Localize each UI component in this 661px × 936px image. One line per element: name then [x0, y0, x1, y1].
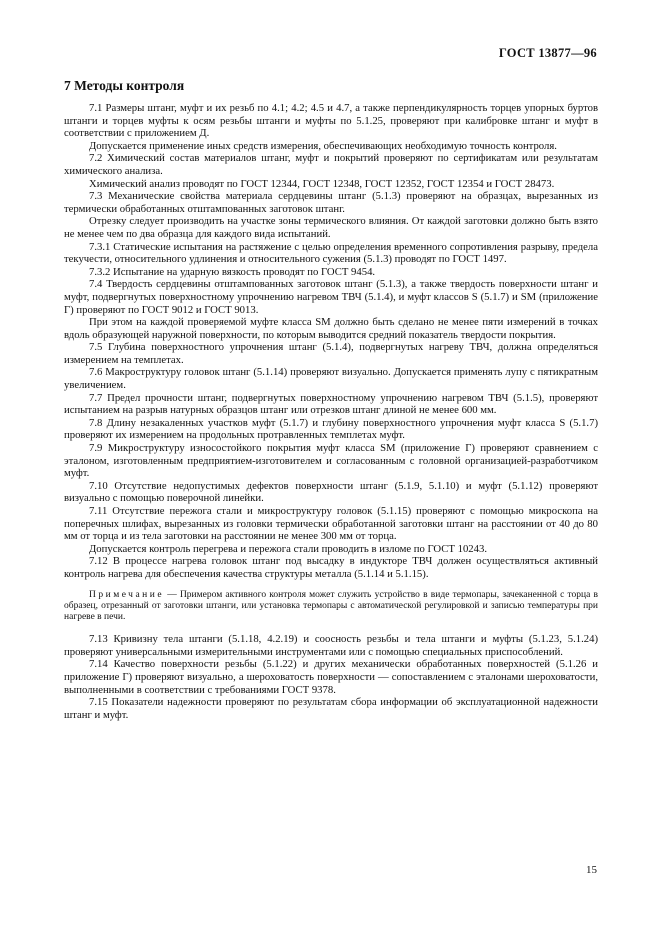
note-label: Примечание — [89, 589, 165, 600]
paragraph: Допускается применение иных средств измерения, обеспечивающих необходимую точность контроля. — [89, 139, 557, 152]
paragraph: При этом на каждой проверяемой муфте класса SM должно быть сделано не менее пяти измерений в точках вдоль образующей наружной поверхности, по которым выводится средний показатель твердости покрытия. — [64, 316, 598, 341]
paragraph-7-13: 7.13 Кривизну тела штанги (5.1.18, 4.2.19) и соосность резьбы и тела штанги и муфты (5.1.23, 5.1.24) проверяют универсальными измерительными инструментами или с помощью специальных приспособлений. — [64, 633, 598, 658]
paragraph-7-2: 7.2 Химический состав материалов штанг, муфт и покрытий проверяют по сертификатам или результатам химического анализа. — [64, 152, 598, 177]
section-title: 7 Методы контроля — [64, 78, 185, 93]
paragraph-7-6: 7.6 Макроструктуру головок штанг (5.1.14) проверяют визуально. Допускается применять лупу с пятикратным увеличением. — [64, 366, 598, 392]
paragraph-7-10: 7.10 Отсутствие недопустимых дефектов поверхности штанг (5.1.9, 5.1.10) и муфт (5.1.12) проверяют визуально с помощью поверочной линейки. — [64, 479, 598, 505]
paragraph-7-12: 7.12 В процессе нагрева головок штанг под высадку в индукторе ТВЧ должен осуществляться активный контроль нагрева для обеспечения качества структуры металла (5.1.14 и 5.1.15). — [64, 555, 598, 580]
note-text: — Примером активного контроля может служить устройство в виде термопары, зачеканенной с торца в образец, отрезанный от заготовки штанги, или установка термопары с автоматической регулировкой и записью температуры при нагреве в печи. — [64, 589, 598, 622]
paragraph-7-9: 7.9 Микроструктуру износостойкого покрытия муфт класса SM (приложение Г) проверяют сравнением с эталоном, изготовленным предприятием-изготовителем и согласованным с головной организацией-разработчиком муфт. — [64, 442, 598, 480]
paragraph-7-11: 7.11 Отсутствие пережога стали и микроструктуру головок (5.1.15) проверяют с помощью микроскопа на поперечных шлифах, вырезанных из головки термически обработанной заготовки штанг на расстоянии от 40 до 80 мм от торца и из тела заготовки на расстоянии не менее 300 мм от торца. — [64, 505, 598, 543]
paragraph-7-7: 7.7 Предел прочности штанг, подвергнутых поверхностному упрочнению нагревом ТВЧ (5.1.5), проверяют испытанием на разрыв натурных образцов штанг или отрезков штанг длиной не менее 600 мм. — [64, 391, 598, 417]
section-body — [64, 102, 598, 721]
paragraph-7-5: 7.5 Глубина поверхностного упрочнения штанг (5.1.4), подвергнутых нагреву ТВЧ, должна определяться измерением на темплетах. — [64, 341, 598, 366]
document-header: ГОСТ 13877—96 — [498, 46, 597, 60]
paragraph-7-3-1: 7.3.1 Статические испытания на растяжение с целью определения временного сопротивления разрыву, предела текучести, относительного удлинения и относительного сужения (5.1.3) проводят по ГОСТ 1497. — [64, 240, 598, 266]
paragraph-7-8: 7.8 Длину незакаленных участков муфт (5.1.7) и глубину поверхностного упрочнения муфт класса S (5.1.7) проверяют их измерением на продольных протравленных темплетах муфт. — [64, 416, 598, 442]
paragraph-7-3: 7.3 Механические свойства материала сердцевины штанг (5.1.3) проверяют на образцах, вырезанных из термически обработанных отштампованных заготовок штанг. — [64, 190, 598, 215]
paragraph-7-15: 7.15 Показатели надежности проверяют по результатам сбора информации об эксплуатационной надежности штанг и муфт. — [64, 696, 598, 721]
page-number: 15 — [586, 864, 597, 876]
note — [64, 590, 598, 624]
paragraph: Химический анализ проводят по ГОСТ 12344, ГОСТ 12348, ГОСТ 12352, ГОСТ 12354 и ГОСТ 28473. — [89, 177, 555, 190]
paragraph-7-4: 7.4 Твердость сердцевины отштампованных заготовок штанг (5.1.3), а также твердость поверхности штанг и муфт, подвергнутых поверхностному упрочнению нагревом ТВЧ (5.1.4), и муфт классов S (5.1.7) и SM (приложение Г) проверяют по ГОСТ 9012 и ГОСТ 9013. — [64, 278, 598, 316]
paragraph-7-1: 7.1 Размеры штанг, муфт и их резьб по 4.1; 4.2; 4.5 и 4.7, а также перпендикулярность торцев упорных буртов штанги и торцев муфты к осям резьбы штанги и муфты по 5.1.25, проверяют при калибровке штанг и муфт в соответствии с приложением Д. — [64, 102, 598, 140]
paragraph-7-3-2: 7.3.2 Испытание на ударную вязкость проводят по ГОСТ 9454. — [89, 265, 376, 278]
paragraph: Отрезку следует производить на участке зоны термического влияния. От каждой заготовки должно быть взято не менее чем по два образца для каждого вида испытаний. — [64, 215, 598, 240]
paragraph-7-14: 7.14 Качество поверхности резьбы (5.1.22) и других механически обработанных поверхностей (5.1.26 и приложение Г) проверяют визуально, а шероховатость поверхности — сопоставлением с эталонами шероховатости, выполненными в соответствии с требованиями ГОСТ 9378. — [64, 658, 598, 696]
paragraph: Допускается контроль перегрева и пережога стали проводить в изломе по ГОСТ 10243. — [89, 542, 487, 555]
